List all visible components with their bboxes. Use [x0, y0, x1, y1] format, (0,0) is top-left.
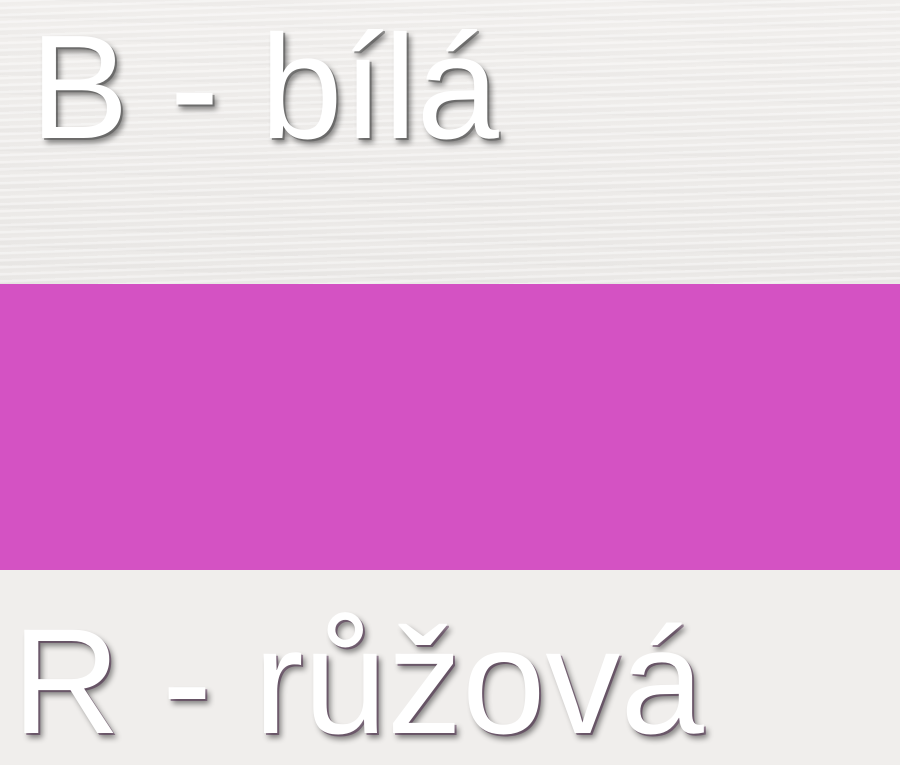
swatch-label-pink: R - růžová: [12, 597, 704, 765]
swatch-pink: [0, 284, 900, 765]
swatch-label-white: B - bílá: [30, 5, 499, 170]
swatch-white: [0, 0, 900, 284]
